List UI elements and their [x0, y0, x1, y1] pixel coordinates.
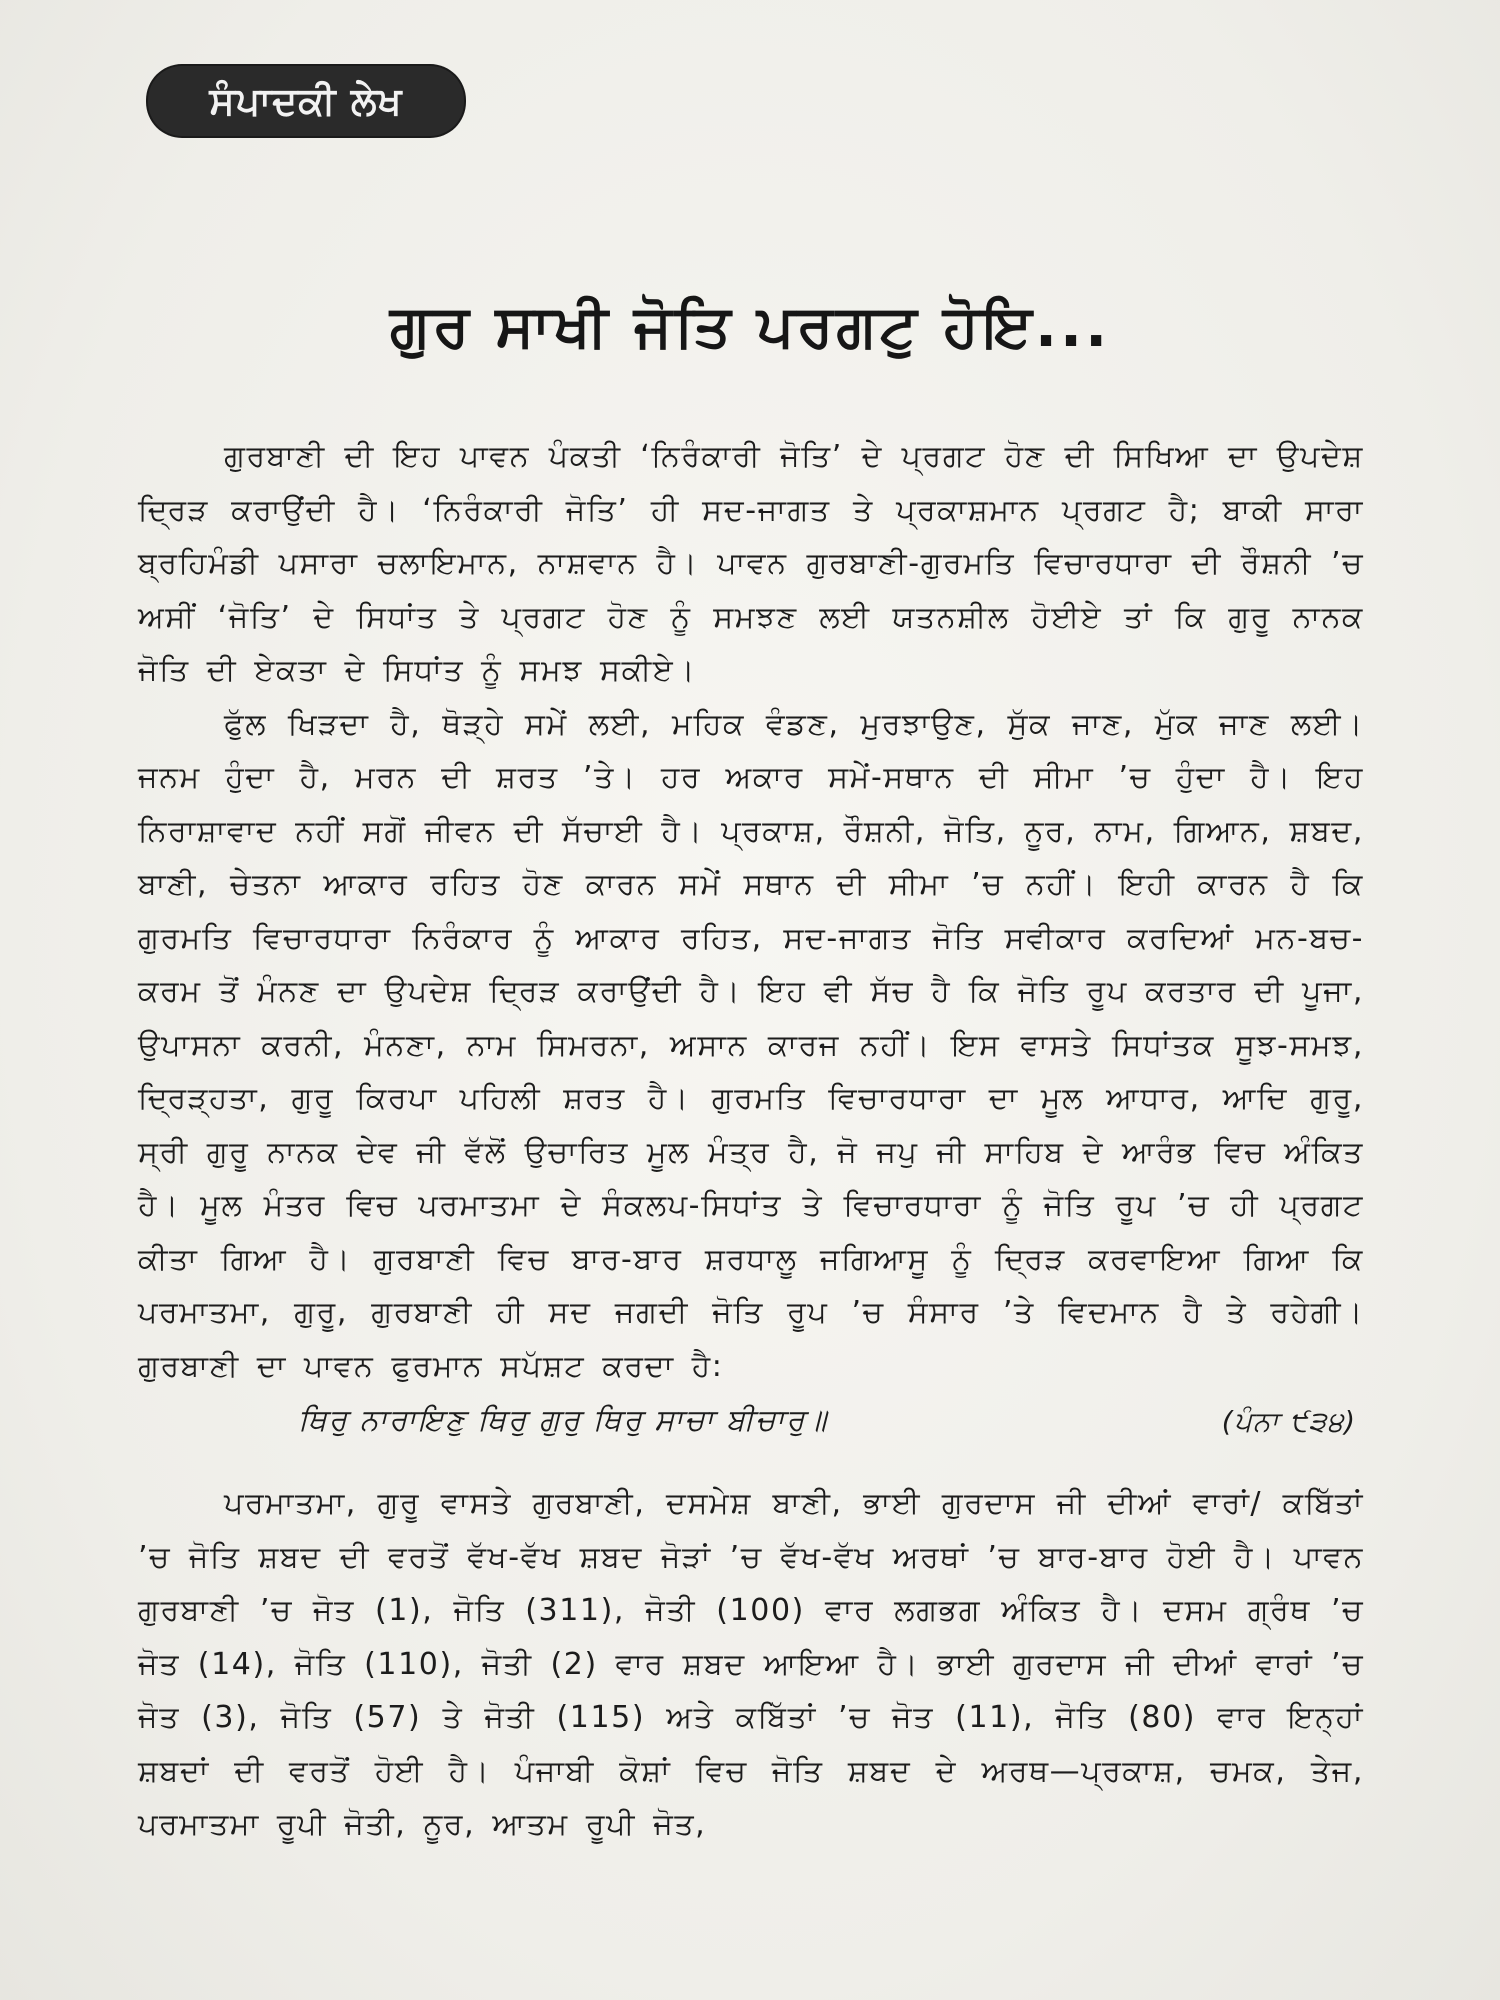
scripture-quote — [138, 1395, 1364, 1463]
section-label-badge — [148, 66, 464, 136]
section-label-text: ਸੰਪਾਦਕੀ ਲੇਖ — [209, 78, 403, 123]
paragraph-1: ਗੁਰਬਾਣੀ ਦੀ ਇਹ ਪਾਵਨ ਪੰਕਤੀ ‘ਨਿਰੰਕਾਰੀ ਜੋਤਿ’ ਦੇ ਪ੍ਰਗਟ ਹੋਣ ਦੀ ਸਿਖਿਆ ਦਾ ਉਪਦੇਸ਼ ਦ੍ਰਿੜ ਕਰਾਉਂਦੀ ਹੈ। ‘ਨਿਰੰਕਾਰੀ ਜੋਤਿ’ ਹੀ ਸਦ-ਜਾਗਤ ਤੇ ਪ੍ਰਕਾਸ਼ਮਾਨ ਪ੍ਰਗਟ ਹੈ; ਬਾਕੀ ਸਾਰਾ ਬ੍ਰਹਿਮੰਡੀ ਪਸਾਰਾ ਚਲਾਇਮਾਨ, ਨਾਸ਼ਵਾਨ ਹੈ। ਪਾਵਨ ਗੁਰਬਾਣੀ-ਗੁਰਮਤਿ ਵਿਚਾਰਧਾਰਾ ਦੀ ਰੌਸ਼ਨੀ ’ਚ ਅਸੀਂ ‘ਜੋਤਿ’ ਦੇ ਸਿਧਾਂਤ ਤੇ ਪ੍ਰਗਟ ਹੋਣ ਨੂੰ ਸਮਝਣ ਲਈ ਯਤਨਸ਼ੀਲ ਹੋਈਏ ਤਾਂ ਕਿ ਗੁਰੂ ਨਾਨਕ ਜੋਤਿ ਦੀ ਏਕਤਾ ਦੇ ਸਿਧਾਂਤ ਨੂੰ ਸਮਝ ਸਕੀਏ। — [138, 439, 1364, 688]
paragraph-3: ਪਰਮਾਤਮਾ, ਗੁਰੂ ਵਾਸਤੇ ਗੁਰਬਾਣੀ, ਦਸਮੇਸ਼ ਬਾਣੀ, ਭਾਈ ਗੁਰਦਾਸ ਜੀ ਦੀਆਂ ਵਾਰਾਂ/ ਕਬਿੱਤਾਂ ’ਚ ਜੋਤਿ ਸ਼ਬਦ ਦੀ ਵਰਤੋਂ ਵੱਖ-ਵੱਖ ਸ਼ਬਦ ਜੋੜਾਂ ’ਚ ਵੱਖ-ਵੱਖ ਅਰਥਾਂ ’ਚ ਬਾਰ-ਬਾਰ ਹੋਈ ਹੈ। ਪਾਵਨ ਗੁਰਬਾਣੀ ’ਚ ਜੋਤ (1), ਜੋਤਿ (311), ਜੋਤੀ (100) ਵਾਰ ਲਗਭਗ ਅੰਕਿਤ ਹੈ। ਦਸਮ ਗ੍ਰੰਥ ’ਚ ਜੋਤ (14), ਜੋਤਿ (110), ਜੋਤੀ (2) ਵਾਰ ਸ਼ਬਦ ਆਇਆ ਹੈ। ਭਾਈ ਗੁਰਦਾਸ ਜੀ ਦੀਆਂ ਵਾਰਾਂ ’ਚ ਜੋਤ (3), ਜੋਤਿ (57) ਤੇ ਜੋਤੀ (115) ਅਤੇ ਕਬਿੱਤਾਂ ’ਚ ਜੋਤ (11), ਜੋਤਿ (80) ਵਾਰ ਇਨ੍ਹਾਂ ਸ਼ਬਦਾਂ ਦੀ ਵਰਤੋਂ ਹੋਈ ਹੈ। ਪੰਜਾਬੀ ਕੋਸ਼ਾਂ ਵਿਚ ਜੋਤਿ ਸ਼ਬਦ ਦੇ ਅਰਥ—ਪ੍ਰਕਾਸ਼, ਚਮਕ, ਤੇਜ, ਪਰਮਾਤਮਾ ਰੂਪੀ ਜੋਤੀ, ਨੂਰ, ਆਤਮ ਰੂਪੀ ਜੋਤ, — [138, 1486, 1364, 1842]
quote-text: ਥਿਰੁ ਨਾਰਾਇਣੁ ਥਿਰੁ ਗੁਰੁ ਥਿਰੁ ਸਾਚਾ ਬੀਚਾਰੁ॥ — [298, 1403, 828, 1438]
article-title: ਗੁਰ ਸਾਖੀ ਜੋਤਿ ਪਰਗਟੁ ਹੋਇ... — [389, 292, 1111, 360]
quote-reference: (ਪੰਨਾ ੯੩੪) — [1221, 1405, 1356, 1438]
paragraph-2: ਫੁੱਲ ਖਿੜਦਾ ਹੈ, ਥੋੜ੍ਹੇ ਸਮੇਂ ਲਈ, ਮਹਿਕ ਵੰਡਣ, ਮੁਰਝਾਉਣ, ਸੁੱਕ ਜਾਣ, ਮੁੱਕ ਜਾਣ ਲਈ। ਜਨਮ ਹੁੰਦਾ ਹੈ, ਮਰਨ ਦੀ ਸ਼ਰਤ ’ਤੇ। ਹਰ ਅਕਾਰ ਸਮੇਂ-ਸਥਾਨ ਦੀ ਸੀਮਾ ’ਚ ਹੁੰਦਾ ਹੈ। ਇਹ ਨਿਰਾਸ਼ਾਵਾਦ ਨਹੀਂ ਸਗੋਂ ਜੀਵਨ ਦੀ ਸੱਚਾਈ ਹੈ। ਪ੍ਰਕਾਸ਼, ਰੌਸ਼ਨੀ, ਜੋਤਿ, ਨੂਰ, ਨਾਮ, ਗਿਆਨ, ਸ਼ਬਦ, ਬਾਣੀ, ਚੇਤਨਾ ਆਕਾਰ ਰਹਿਤ ਹੋਣ ਕਾਰਨ ਸਮੇਂ ਸਥਾਨ ਦੀ ਸੀਮਾ ’ਚ ਨਹੀਂ। ਇਹੀ ਕਾਰਨ ਹੈ ਕਿ ਗੁਰਮਤਿ ਵਿਚਾਰਧਾਰਾ ਨਿਰੰਕਾਰ ਨੂੰ ਆਕਾਰ ਰਹਿਤ, ਸਦ-ਜਾਗਤ ਜੋਤਿ ਸਵੀਕਾਰ ਕਰਦਿਆਂ ਮਨ-ਬਚ-ਕਰਮ ਤੋਂ ਮੰਨਣ ਦਾ ਉਪਦੇਸ਼ ਦ੍ਰਿੜ ਕਰਾਉਂਦੀ ਹੈ। ਇਹ ਵੀ ਸੱਚ ਹੈ ਕਿ ਜੋਤਿ ਰੂਪ ਕਰਤਾਰ ਦੀ ਪੂਜਾ, ਉਪਾਸਨਾ ਕਰਨੀ, ਮੰਨਣਾ, ਨਾਮ ਸਿਮਰਨਾ, ਅਸਾਨ ਕਾਰਜ ਨਹੀਂ। ਇਸ ਵਾਸਤੇ ਸਿਧਾਂਤਕ ਸੂਝ-ਸਮਝ, ਦ੍ਰਿੜ੍ਹਤਾ, ਗੁਰੂ ਕਿਰਪਾ ਪਹਿਲੀ ਸ਼ਰਤ ਹੈ। ਗੁਰਮਤਿ ਵਿਚਾਰਧਾਰਾ ਦਾ ਮੂਲ ਆਧਾਰ, ਆਦਿ ਗੁਰੂ, ਸ੍ਰੀ ਗੁਰੂ ਨਾਨਕ ਦੇਵ ਜੀ ਵੱਲੋਂ ਉਚਾਰਿਤ ਮੂਲ ਮੰਤ੍ਰ ਹੈ, ਜੋ ਜਪੁ ਜੀ ਸਾਹਿਬ ਦੇ ਆਰੰਭ ਵਿਚ ਅੰਕਿਤ ਹੈ। ਮੂਲ ਮੰਤਰ ਵਿਚ ਪਰਮਾਤਮਾ ਦੇ ਸੰਕਲਪ-ਸਿਧਾਂਤ ਤੇ ਵਿਚਾਰਧਾਰਾ ਨੂੰ ਜੋਤਿ ਰੂਪ ’ਚ ਹੀ ਪ੍ਰਗਟ ਕੀਤਾ ਗਿਆ ਹੈ। ਗੁਰਬਾਣੀ ਵਿਚ ਬਾਰ-ਬਾਰ ਸ਼ਰਧਾਲੂ ਜਗਿਆਸੂ ਨੂੰ ਦ੍ਰਿੜ ਕਰਵਾਇਆ ਗਿਆ ਕਿ ਪਰਮਾਤਮਾ, ਗੁਰੂ, ਗੁਰਬਾਣੀ ਹੀ ਸਦ ਜਗਦੀ ਜੋਤਿ ਰੂਪ ’ਚ ਸੰਸਾਰ ’ਤੇ ਵਿਦਮਾਨ ਹੈ ਤੇ ਰਹੇਗੀ। ਗੁਰਬਾਣੀ ਦਾ ਪਾਵਨ ਫੁਰਮਾਨ ਸਪੱਸ਼ਟ ਕਰਦਾ ਹੈ: — [138, 706, 1364, 1384]
article-body — [138, 430, 1364, 1852]
